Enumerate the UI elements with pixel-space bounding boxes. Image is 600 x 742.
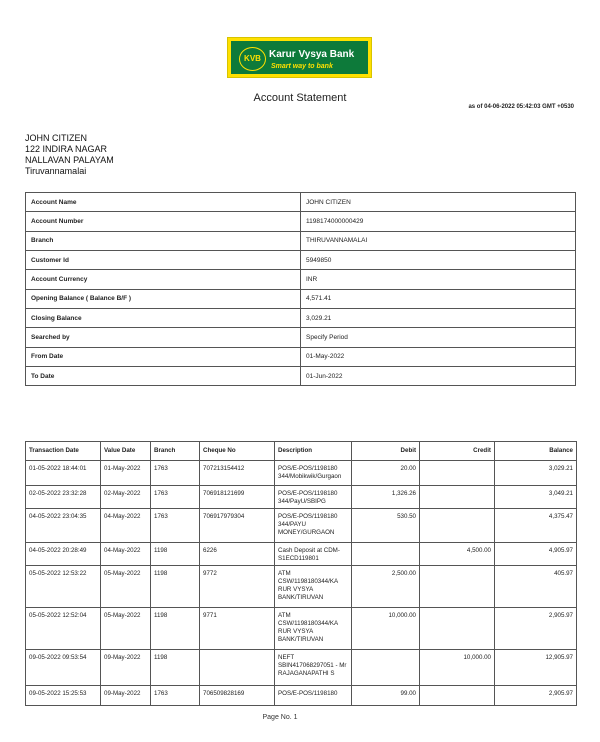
txn-date: 05-05-2022 12:53:22 (26, 566, 101, 608)
info-label: Closing Balance (26, 309, 301, 328)
bank-tagline: Smart way to bank (271, 63, 333, 70)
info-label: Customer Id (26, 251, 301, 270)
balance-amount: 3,029.21 (495, 461, 577, 486)
statement-timestamp: as of 04-06-2022 05:42:03 GMT +0530 (468, 104, 574, 110)
value-date: 09-May-2022 (101, 650, 151, 686)
description: ATM CSW/1198180344/KA RUR VYSYA BANK/TIRUVAN (275, 608, 352, 650)
customer-name: JOHN CITIZEN (25, 133, 87, 143)
value-date: 02-May-2022 (101, 486, 151, 509)
cheque-no: 706509828169 (200, 686, 275, 706)
info-row (26, 347, 576, 366)
info-value: 3,029.21 (301, 309, 576, 328)
info-value: 1198174000000429 (301, 212, 576, 231)
account-info-table (25, 192, 576, 386)
col-header-transaction-date: Transaction Date (26, 442, 101, 461)
table-row (26, 509, 577, 543)
customer-address (25, 133, 114, 177)
branch-code: 1763 (151, 509, 200, 543)
address-line-1: 122 INDIRA NAGAR (25, 144, 108, 154)
txn-date: 01-05-2022 18:44:01 (26, 461, 101, 486)
address-city: Tiruvannamalai (25, 166, 87, 176)
info-row (26, 289, 576, 308)
col-header-cheque-no: Cheque No (200, 442, 275, 461)
info-row (26, 270, 576, 289)
info-value: JOHN CITIZEN (301, 193, 576, 212)
cheque-no: 707213154412 (200, 461, 275, 486)
info-value: 5949850 (301, 251, 576, 270)
table-row (26, 608, 577, 650)
info-row (26, 231, 576, 250)
kvb-emblem-icon: KVB (239, 47, 266, 71)
info-label: Opening Balance ( Balance B/F ) (26, 289, 301, 308)
info-value: Specify Period (301, 328, 576, 347)
branch-code: 1763 (151, 461, 200, 486)
description: POS/E-POS/1198180 (275, 686, 352, 706)
info-value: INR (301, 270, 576, 289)
branch-code: 1198 (151, 650, 200, 686)
cheque-no: 9771 (200, 608, 275, 650)
debit-amount: 2,500.00 (352, 566, 420, 608)
debit-amount: 1,326.26 (352, 486, 420, 509)
debit-amount: 99.00 (352, 686, 420, 706)
info-value: 4,571.41 (301, 289, 576, 308)
value-date: 05-May-2022 (101, 608, 151, 650)
cheque-no: 706918121699 (200, 486, 275, 509)
info-label: To Date (26, 367, 301, 386)
txn-date: 02-05-2022 23:32:28 (26, 486, 101, 509)
branch-code: 1763 (151, 486, 200, 509)
info-row (26, 193, 576, 212)
balance-amount: 405.97 (495, 566, 577, 608)
transactions-table (25, 441, 577, 706)
credit-amount (420, 509, 495, 543)
credit-amount (420, 686, 495, 706)
credit-amount: 4,500.00 (420, 543, 495, 566)
value-date: 05-May-2022 (101, 566, 151, 608)
bank-logo (227, 37, 372, 78)
description: POS/E-POS/1198180 344/Mobikwik/Gurgaon (275, 461, 352, 486)
txn-date: 04-05-2022 20:28:49 (26, 543, 101, 566)
balance-amount: 3,049.21 (495, 486, 577, 509)
bank-name: Karur Vysya Bank (269, 49, 355, 60)
table-row (26, 461, 577, 486)
info-value: THIRUVANNAMALAI (301, 231, 576, 250)
table-row (26, 543, 577, 566)
col-header-description: Description (275, 442, 352, 461)
debit-amount: 20.00 (352, 461, 420, 486)
credit-amount (420, 486, 495, 509)
value-date: 01-May-2022 (101, 461, 151, 486)
table-row (26, 650, 577, 686)
balance-amount: 4,375.47 (495, 509, 577, 543)
branch-code: 1198 (151, 566, 200, 608)
debit-amount (352, 543, 420, 566)
credit-amount (420, 461, 495, 486)
info-value: 01-May-2022 (301, 347, 576, 366)
debit-amount: 530.50 (352, 509, 420, 543)
table-row (26, 686, 577, 706)
balance-amount: 2,905.97 (495, 608, 577, 650)
info-row (26, 251, 576, 270)
col-header-credit: Credit (420, 442, 495, 461)
info-label: Account Name (26, 193, 301, 212)
txn-date: 09-05-2022 09:53:54 (26, 650, 101, 686)
cheque-no (200, 650, 275, 686)
col-header-balance: Balance (495, 442, 577, 461)
credit-amount (420, 608, 495, 650)
bank-logo-panel (231, 41, 368, 74)
cheque-no: 9772 (200, 566, 275, 608)
description: POS/E-POS/1198180 344/PAYU MONEY/GURGAON (275, 509, 352, 543)
info-row (26, 212, 576, 231)
info-label: Account Number (26, 212, 301, 231)
description: POS/E-POS/1198180 344/PayU/SBIPG (275, 486, 352, 509)
col-header-value-date: Value Date (101, 442, 151, 461)
cheque-no: 706917979304 (200, 509, 275, 543)
txn-date: 09-05-2022 15:25:53 (26, 686, 101, 706)
cheque-no: 6226 (200, 543, 275, 566)
branch-code: 1198 (151, 608, 200, 650)
info-label: Searched by (26, 328, 301, 347)
info-row (26, 309, 576, 328)
info-value: 01-Jun-2022 (301, 367, 576, 386)
table-row (26, 566, 577, 608)
branch-code: 1198 (151, 543, 200, 566)
balance-amount: 4,905.97 (495, 543, 577, 566)
description: ATM CSW/1198180344/KA RUR VYSYA BANK/TIRUVAN (275, 566, 352, 608)
page-number: Page No. 1 (262, 714, 298, 721)
col-header-branch: Branch (151, 442, 200, 461)
branch-code: 1763 (151, 686, 200, 706)
value-date: 04-May-2022 (101, 543, 151, 566)
statement-title: Account Statement (253, 92, 347, 104)
debit-amount (352, 650, 420, 686)
description: Cash Deposit at CDM- S1ECD119801 (275, 543, 352, 566)
value-date: 04-May-2022 (101, 509, 151, 543)
description: NEFT SBIN417068297051 - Mr RAJAGANAPATHI S (275, 650, 352, 686)
credit-amount: 10,000.00 (420, 650, 495, 686)
info-label: Account Currency (26, 270, 301, 289)
balance-amount: 2,905.97 (495, 686, 577, 706)
credit-amount (420, 566, 495, 608)
address-line-2: NALLAVAN PALAYAM (25, 155, 114, 165)
info-row (26, 367, 576, 386)
value-date: 09-May-2022 (101, 686, 151, 706)
txn-date: 05-05-2022 12:52:04 (26, 608, 101, 650)
debit-amount: 10,000.00 (352, 608, 420, 650)
info-label: From Date (26, 347, 301, 366)
txn-date: 04-05-2022 23:04:35 (26, 509, 101, 543)
table-header-row (26, 442, 577, 461)
col-header-debit: Debit (352, 442, 420, 461)
info-row (26, 328, 576, 347)
table-row (26, 486, 577, 509)
balance-amount: 12,905.97 (495, 650, 577, 686)
info-label: Branch (26, 231, 301, 250)
